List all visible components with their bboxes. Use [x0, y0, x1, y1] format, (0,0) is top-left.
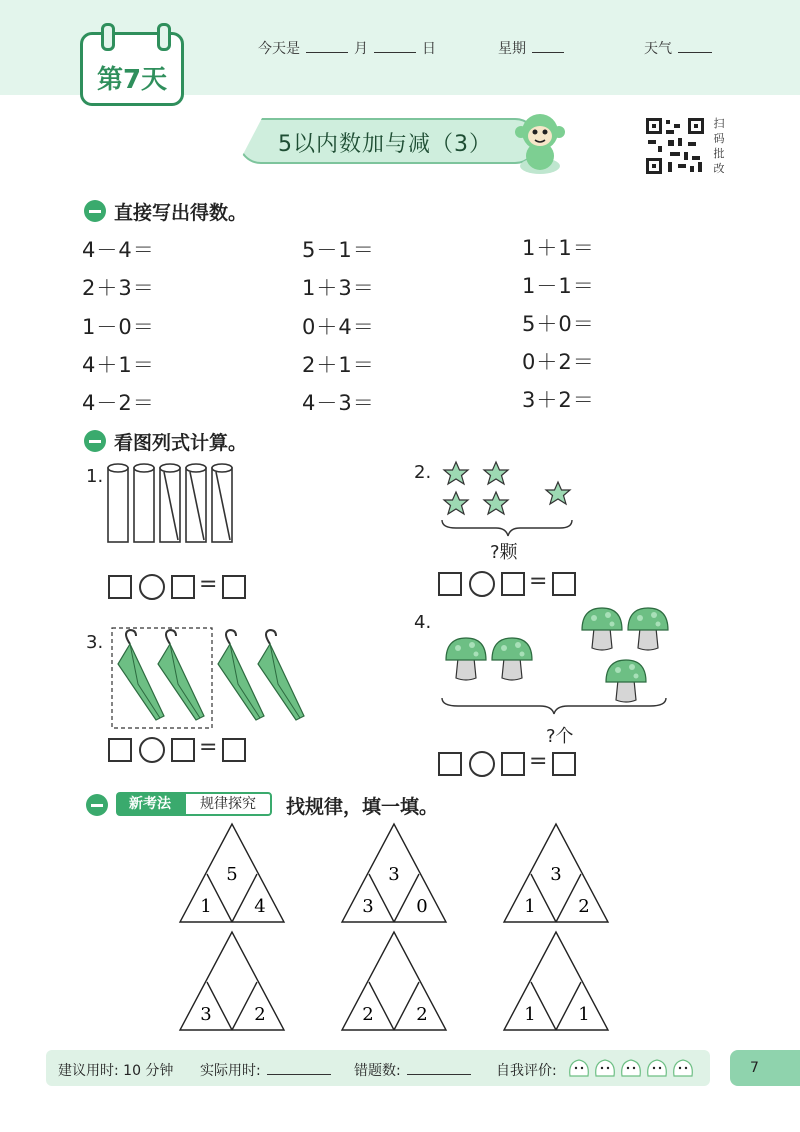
rating-face-icon[interactable]: [674, 1060, 693, 1076]
weather-field: [644, 38, 718, 58]
weather-label: 天气: [644, 41, 672, 57]
item-label: 4.: [414, 612, 432, 633]
triangle-top: 3: [388, 864, 400, 885]
actual-time-label: 实际用时:: [200, 1063, 261, 1079]
problem: 0＋2＝: [522, 350, 595, 374]
triangle-right: 4: [254, 896, 266, 917]
star-icon: [444, 462, 468, 484]
triangle-puzzle: [504, 824, 608, 922]
triangle-left: 1: [200, 896, 212, 917]
triangle-left: 2: [362, 1004, 374, 1025]
triangle-top: 3: [550, 864, 562, 885]
pattern-explore-badge: 规律探究: [184, 792, 272, 816]
rating-face-icon[interactable]: [570, 1060, 589, 1076]
item-label: 2.: [414, 462, 432, 483]
self-eval-label: 自我评价:: [496, 1063, 557, 1079]
equals-sign: =: [529, 569, 548, 594]
qr-caption-char: 码: [713, 132, 725, 145]
section-one-icon: [84, 200, 106, 222]
problem: 1－1＝: [522, 274, 595, 298]
weather-blank[interactable]: [678, 40, 712, 53]
problem: 5＋0＝: [522, 312, 595, 336]
item-label: 1.: [86, 466, 104, 487]
triangle-left: 1: [524, 896, 536, 917]
monkey-mascot-icon: [508, 106, 572, 178]
problem: 2＋1＝: [302, 353, 375, 377]
triangle-puzzles: [170, 820, 640, 1036]
triangle-puzzle: [180, 824, 284, 922]
operator-circle[interactable]: [469, 571, 495, 597]
star-icon: [546, 482, 570, 504]
calendar-ring-icon: [101, 23, 115, 51]
problem: 1＋3＝: [302, 276, 375, 300]
self-eval-rating[interactable]: [566, 1054, 702, 1082]
problem: 1＋1＝: [522, 236, 595, 260]
sticks-illustration: [104, 462, 238, 546]
mushrooms-illustration: [436, 600, 680, 720]
section-two-title: 看图列式计算。: [114, 432, 248, 454]
qr-caption: [710, 116, 728, 176]
umbrella-icon: [118, 630, 164, 720]
mushroom-icon: [606, 660, 646, 702]
triangle-puzzle: [342, 932, 446, 1030]
equals-sign: =: [529, 749, 548, 774]
triangle-right: 2: [578, 896, 590, 917]
lesson-title: 5以内数加与减（3）: [278, 132, 492, 157]
calendar-ring-icon: [157, 23, 171, 51]
triangle-right: 0: [416, 896, 428, 917]
rating-face-icon[interactable]: [622, 1060, 641, 1076]
mushroom-icon: [582, 608, 622, 650]
qr-caption-char: 改: [713, 162, 725, 175]
actual-time-field: [200, 1060, 331, 1080]
umbrella-icon: [258, 630, 304, 720]
date-field: [258, 38, 436, 58]
mushroom-icon: [628, 608, 668, 650]
problem: 1－0＝: [82, 315, 155, 339]
month-blank[interactable]: [306, 40, 348, 53]
triangle-puzzle: [342, 824, 446, 922]
answer-box[interactable]: [171, 575, 195, 599]
triangle-right: 2: [416, 1004, 428, 1025]
star-icon: [484, 462, 508, 484]
qr-caption-char: 扫: [713, 117, 725, 130]
star-icon: [444, 492, 468, 514]
month-suffix: 月: [354, 41, 368, 57]
problem: 4＋1＝: [82, 353, 155, 377]
triangle-puzzle: [180, 932, 284, 1030]
problem: 4－2＝: [82, 391, 155, 415]
mushroom-icon: [446, 638, 486, 680]
errors-field: [354, 1060, 471, 1080]
actual-time-blank[interactable]: [267, 1062, 331, 1075]
errors-blank[interactable]: [407, 1062, 471, 1075]
page-number: 7: [750, 1060, 759, 1076]
weekday-blank[interactable]: [532, 40, 564, 53]
umbrellas-illustration: [108, 624, 318, 730]
answer-box[interactable]: [222, 738, 246, 762]
answer-box[interactable]: [552, 752, 576, 776]
answer-box[interactable]: [108, 738, 132, 762]
operator-circle[interactable]: [139, 574, 165, 600]
answer-box[interactable]: [222, 575, 246, 599]
qr-caption-char: 批: [713, 147, 725, 160]
answer-box[interactable]: [108, 575, 132, 599]
problem: 0＋4＝: [302, 315, 375, 339]
errors-label: 错题数:: [354, 1063, 401, 1079]
umbrella-icon: [158, 630, 204, 720]
rating-face-icon[interactable]: [648, 1060, 667, 1076]
star-icon: [484, 492, 508, 514]
day-blank[interactable]: [374, 40, 416, 53]
date-label: 今天是: [258, 41, 300, 57]
problem: 4－3＝: [302, 391, 375, 415]
section-three-title: 找规律，填一填。: [286, 796, 439, 818]
triangle-left: 1: [524, 1004, 536, 1025]
section-two-icon: [84, 430, 106, 452]
triangle-right: 2: [254, 1004, 266, 1025]
equals-sign: =: [199, 735, 218, 760]
qr-code-icon[interactable]: [644, 116, 706, 176]
answer-box[interactable]: [501, 752, 525, 776]
answer-box[interactable]: [552, 572, 576, 596]
stars-illustration: [436, 456, 580, 540]
answer-box[interactable]: [171, 738, 195, 762]
equals-sign: =: [199, 572, 218, 597]
triangle-right: 1: [578, 1004, 590, 1025]
weekday-label: 星期: [498, 41, 526, 57]
day-label: 第7天: [96, 65, 168, 95]
answer-box[interactable]: [438, 752, 462, 776]
question-caption: ?颗: [490, 542, 518, 563]
question-caption: ?个: [546, 726, 574, 747]
answer-box[interactable]: [438, 572, 462, 596]
day-suffix: 日: [422, 41, 436, 57]
new-method-badge: 新考法: [116, 792, 184, 816]
suggested-time: 建议用时: 10 分钟: [58, 1063, 174, 1079]
umbrella-icon: [218, 630, 264, 720]
weekday-field: [498, 38, 570, 58]
triangle-left: 3: [200, 1004, 212, 1025]
triangle-left: 3: [362, 896, 374, 917]
rating-face-icon[interactable]: [596, 1060, 615, 1076]
operator-circle[interactable]: [139, 737, 165, 763]
mushroom-icon: [492, 638, 532, 680]
problem: 3＋2＝: [522, 388, 595, 412]
answer-box[interactable]: [501, 572, 525, 596]
triangle-top: 5: [226, 864, 238, 885]
problem: 5－1＝: [302, 238, 375, 262]
problem: 4－4＝: [82, 238, 155, 262]
problem: 2＋3＝: [82, 276, 155, 300]
day-badge: [80, 32, 184, 106]
section-one-title: 直接写出得数。: [114, 202, 248, 224]
operator-circle[interactable]: [469, 751, 495, 777]
item-label: 3.: [86, 632, 104, 653]
page-tab: [730, 1050, 800, 1086]
section-three-icon: [86, 794, 108, 816]
triangle-puzzle: [504, 932, 608, 1030]
